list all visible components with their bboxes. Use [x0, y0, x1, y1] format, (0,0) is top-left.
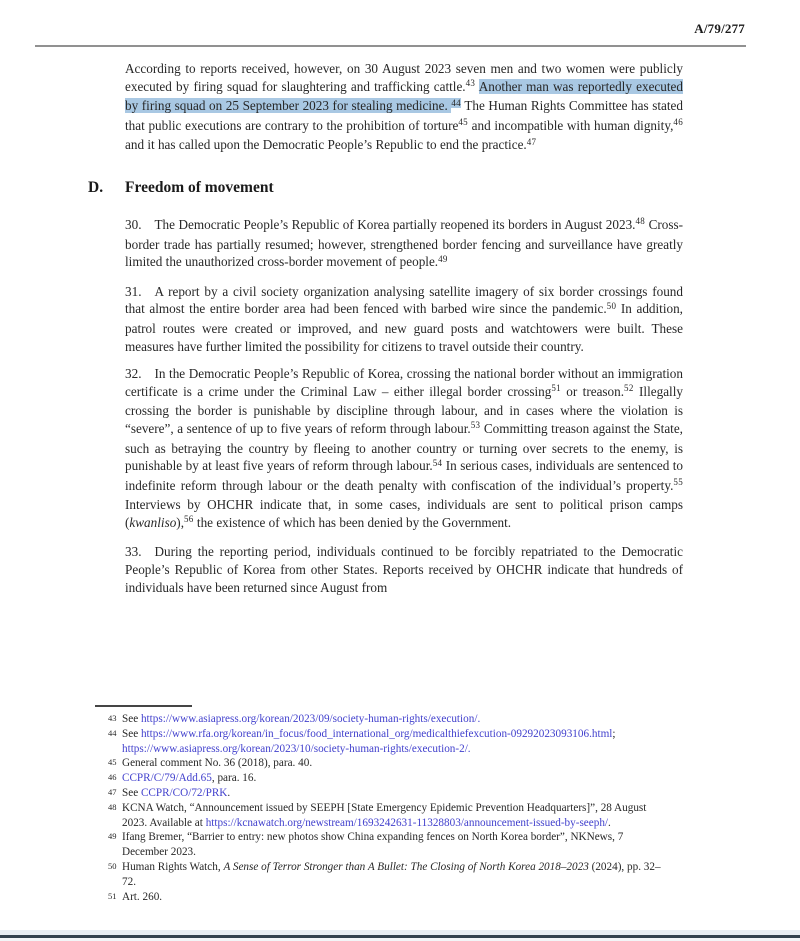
hyperlink[interactable]: https://www.asiapress.org/korean/2023/10/society-human-rights/execution-2/. [122, 742, 471, 755]
footnote-text [122, 727, 670, 757]
footnote-number: 50 [108, 860, 117, 871]
footnote-reference: 51 [551, 383, 561, 394]
paragraph-number: 32. [125, 366, 142, 382]
text-segment: In addition, patrol routes were created or improved, and new guard posts and watchtowers were built. These measures have further limited the possibility for citizens to travel outside their country. [125, 301, 683, 354]
text-segment: Art. 260. [122, 890, 163, 903]
footnote-number: 47 [108, 786, 117, 797]
text-segment: According to reports received, however, on 30 August 2023 seven men and two women were publicly executed by firing squad for slaughtering and trafficking cattle. [125, 61, 683, 94]
hyperlink[interactable]: https://www.rfa.org/korean/in_focus/food_international_org/medicalthiefexcution-09292023093106.html [140, 727, 613, 740]
footnote-reference: 43 [465, 78, 476, 89]
paragraph-number: 30. [125, 216, 142, 232]
footnote-number: 49 [108, 831, 117, 842]
text-segment: . [608, 816, 611, 829]
hyperlink[interactable]: https://kcnawatch.org/newstream/1693242631-11328803/announcement-issued-by-seeph/ [205, 816, 609, 829]
body-paragraph [125, 365, 683, 533]
footnote-reference: 53 [470, 420, 481, 431]
footnote-number: 51 [108, 890, 117, 901]
footnote [108, 712, 670, 727]
footnote-number: 46 [108, 772, 117, 783]
text-segment: Committing treason against the State, such as betraying the country by fleeing to another country or turning over secrets to the enemy, is punishable by at least five years of reform through labour. [125, 420, 683, 474]
hyperlink[interactable]: CCPR/CO/72/PRK [140, 786, 228, 799]
highlighted-text: Another man was reportedly executed by firing squad on 25 September 2023 for stealing medicine. [125, 78, 683, 114]
section-title: Freedom of movement [125, 178, 274, 196]
footnote [108, 830, 670, 860]
text-segment: Cross-border trade has partially resumed; however, strengthened border fencing and surveillance have greatly limited the unauthorized cross-border movement of people. [125, 216, 684, 270]
footnote [108, 786, 670, 801]
text-segment: or treason. [560, 383, 625, 399]
footnote-number: 44 [108, 727, 117, 738]
footnote-text [122, 712, 670, 727]
text-segment: , para. 16. [211, 772, 257, 785]
text-segment: (2024), pp. 32–72. [122, 860, 661, 888]
text-segment: See [122, 713, 141, 725]
text-segment: Interviews by OHCHR indicate that, in some cases, individuals are sent to political prison camps ( [125, 497, 683, 530]
footnote-text [122, 801, 670, 831]
footnote [108, 727, 670, 757]
footnote-number: 45 [108, 757, 117, 768]
text-segment: ; [612, 727, 616, 740]
footnote [108, 801, 670, 831]
paragraph-number: 31. [125, 283, 142, 299]
footnote-reference: 45 [458, 117, 468, 128]
window-edge-lower-band [0, 938, 800, 941]
text-segment: Human Rights Watch, [122, 860, 224, 873]
paragraphs-after-heading [125, 216, 683, 596]
footnote-reference: 54 [432, 457, 443, 468]
text-segment: KCNA Watch, “Announcement issued by SEEPH [State Emergency Epidemic Prevention Headquarters]”, 28 August 2023. Available at [122, 801, 647, 829]
text-segment: . [227, 786, 231, 799]
footnote-number: 43 [108, 713, 117, 723]
document-body [88, 60, 684, 606]
footnote-text [122, 756, 670, 771]
text-segment: Ifang Bremer, “Barrier to entry: new photos show China expanding fences on North Korea border”, NKNews, 7 December 2023. [122, 831, 624, 859]
footnote-reference: 52 [624, 383, 634, 394]
text-segment: The Human Rights Committee has stated that public executions are contrary to the prohibition of torture [125, 98, 683, 133]
paragraph-number: 33. [125, 544, 142, 560]
text-segment: In serious cases, individuals are sentenced to indefinite reform through labour or the death penalty with confiscation of the individual’s property. [125, 458, 684, 493]
body-paragraph [125, 60, 683, 156]
text-segment: A Sense of Terror Stronger than A Bullet: The Closing of North Korea 2018–2023 [223, 860, 589, 873]
text-segment: The Democratic People’s Republic of Korea partially reopened its borders in August 2023. [154, 216, 636, 232]
section-heading [88, 178, 683, 197]
footnotes-section [108, 712, 670, 904]
text-segment: the existence of which has been denied by the Government. [193, 514, 512, 530]
paragraphs-before-heading [125, 60, 683, 156]
body-paragraph [125, 543, 683, 596]
text-segment: A report by a civil society organization analysing satellite imagery of six border crossings found that almost the entire border area had been fenced with barbed wire since the pandemic. [125, 283, 683, 317]
text-segment: Illegally crossing the border is punishable by discipline through labour, and in cases where the violation is “severe”, a sentence of up to five years of reform through labour. [125, 383, 683, 436]
footnote-reference: 46 [673, 117, 683, 128]
footnote-text [122, 830, 670, 860]
footnote-text [122, 786, 670, 801]
text-segment: ), [176, 514, 184, 530]
footnote [108, 860, 670, 890]
text-segment: kwanliso [129, 514, 177, 530]
text-segment: General comment No. 36 (2018), para. 40. [122, 757, 313, 770]
window-bottom-edge [0, 930, 800, 941]
footnote [108, 890, 670, 905]
footnote [108, 771, 670, 786]
text-segment: and it has called upon the Democratic People’s Republic to end the practice. [125, 137, 527, 153]
body-paragraph [125, 283, 683, 355]
footnote-reference: 49 [438, 253, 448, 264]
document-symbol: A/79/277 [694, 21, 745, 36]
header-rule [35, 45, 746, 47]
body-paragraph [125, 216, 683, 273]
text-segment: See [122, 786, 141, 799]
footnote-reference: 56 [184, 514, 194, 525]
footnote-reference: 55 [673, 477, 683, 488]
text-segment: During the reporting period, individuals continued to be forcibly repatriated to the Democratic People’s Republic of Korea from other States. Reports received by OHCHR indicate that hundreds of individuals have been returned since August from [125, 544, 683, 595]
footnote-text [122, 771, 670, 786]
hyperlink[interactable]: https://www.asiapress.org/korean/2023/09/society-human-rights/execution/. [140, 713, 481, 725]
hyperlink[interactable]: CCPR/C/79/Add.65 [122, 772, 212, 785]
footnote-number: 48 [108, 801, 117, 812]
footnote-text [122, 890, 670, 905]
footnote-reference: 48 [635, 216, 646, 227]
footnote-reference: 47 [526, 136, 537, 147]
text-segment: In the Democratic People’s Republic of Korea, crossing the national border without an immigration certificate is a crime under the Criminal Law – either illegal border crossing [125, 366, 683, 399]
footnote-reference: 50 [606, 300, 617, 311]
highlighted-text: 44 [451, 97, 461, 108]
footnote-text [122, 860, 670, 890]
footnote [108, 756, 670, 771]
text-segment: and incompatible with human dignity, [467, 117, 674, 133]
text-segment: See [122, 727, 141, 740]
section-letter: D. [88, 178, 104, 196]
footnote-separator [95, 705, 192, 707]
